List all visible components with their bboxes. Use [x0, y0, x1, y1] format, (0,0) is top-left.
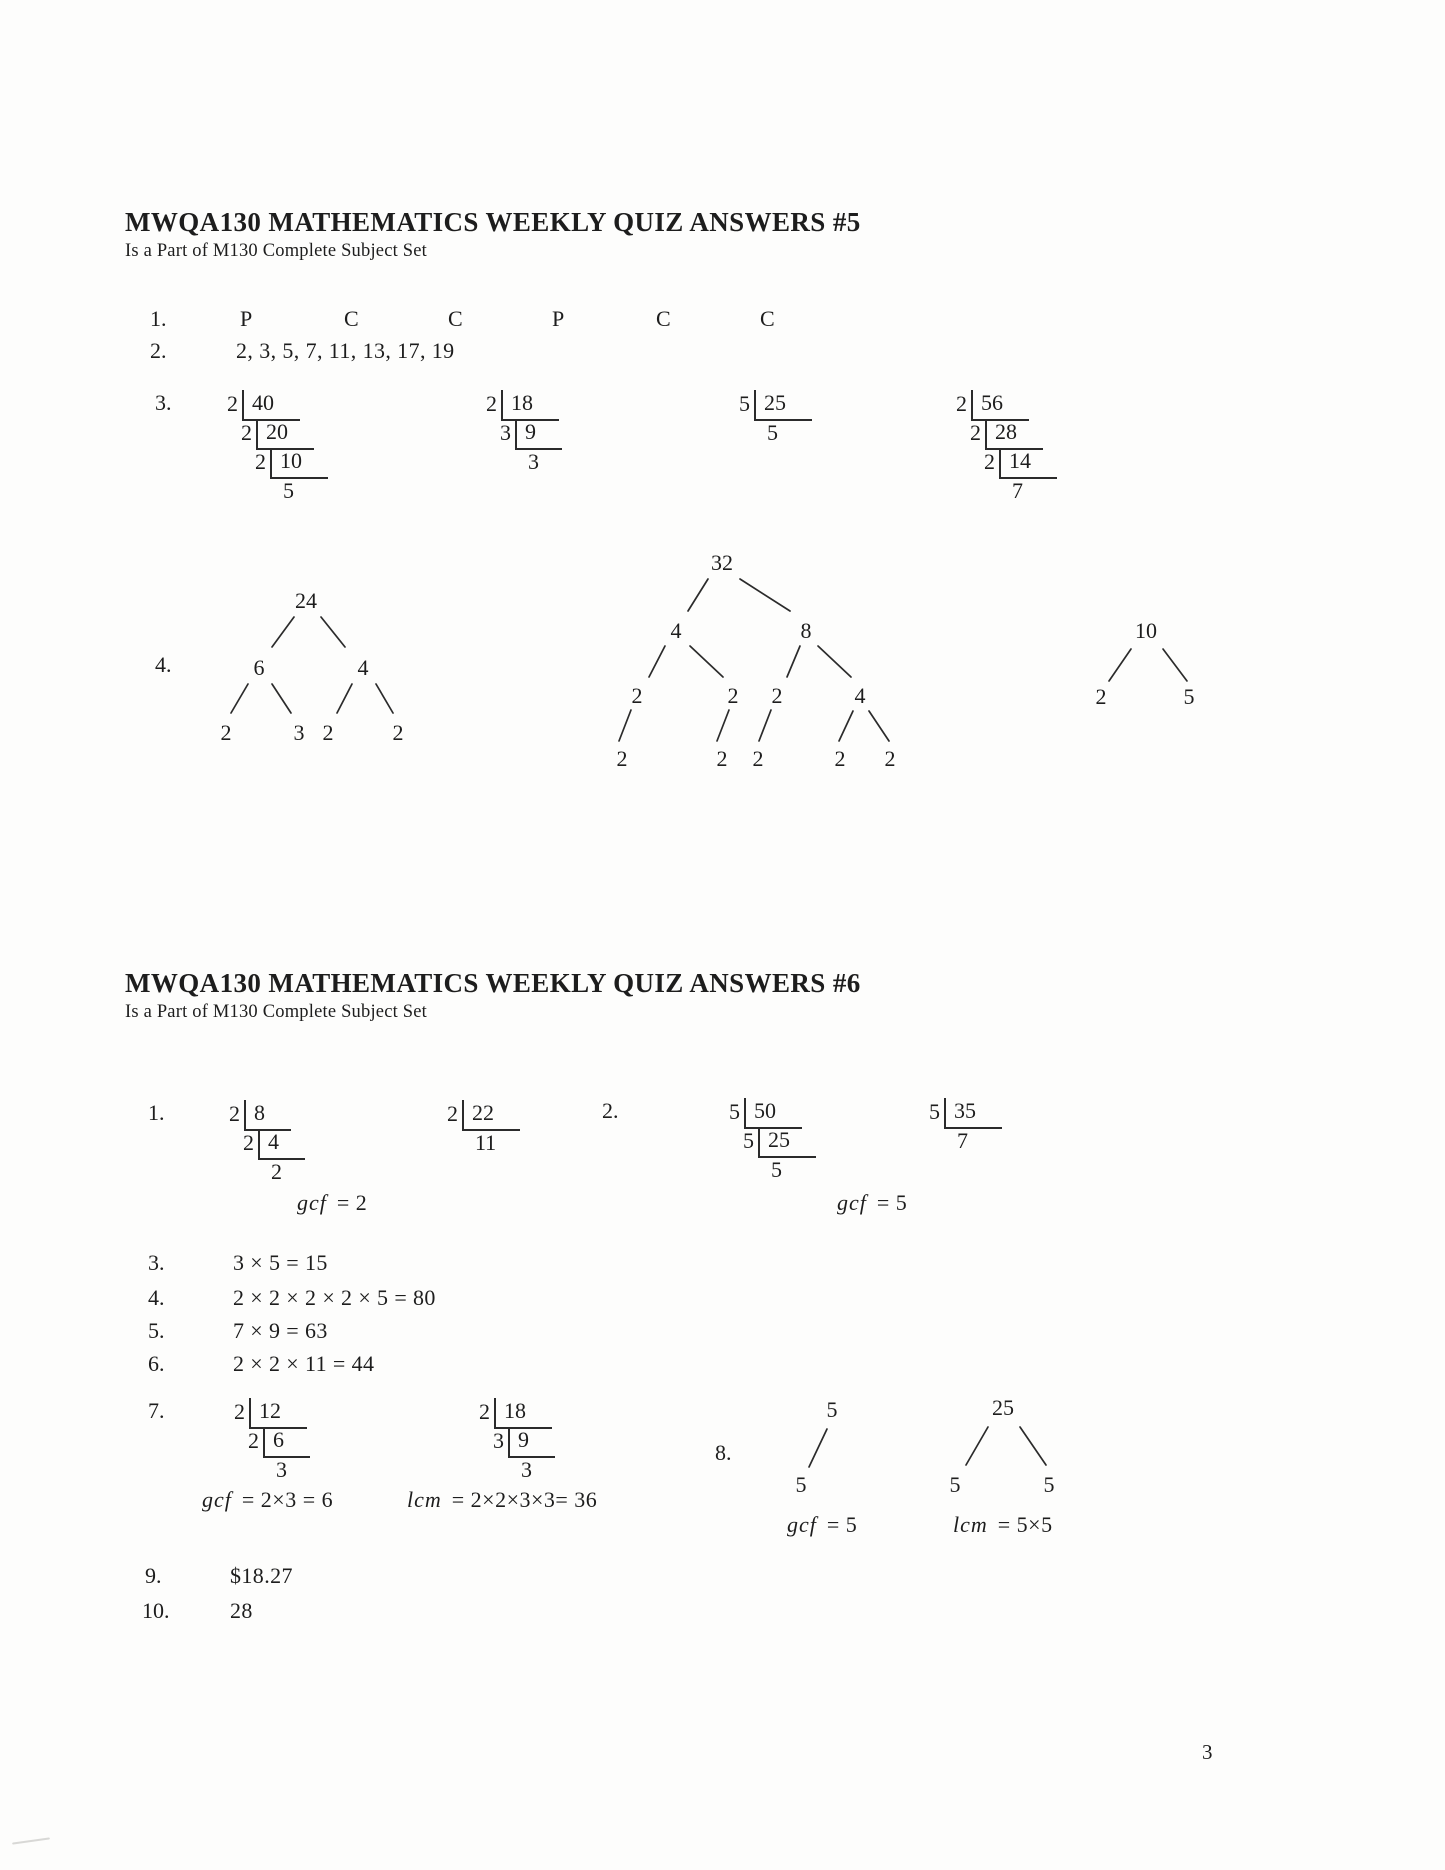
factor-tree-node: 10 [1135, 618, 1157, 643]
factor-tree-node: 2 [884, 746, 896, 771]
factor-tree-node: 2 [392, 720, 404, 745]
factor-tree-node: 5 [826, 1397, 838, 1422]
s6-q10-label: 10. [142, 1598, 170, 1623]
division-ladder-row [239, 419, 314, 450]
ladder-result: 5 [767, 420, 778, 445]
ladder-divisor: 2 [479, 1399, 490, 1424]
lcm-italic: lcm [953, 1512, 988, 1537]
ladder-dividend: 12 [249, 1398, 307, 1429]
section6-title: MWQA130 MATHEMATICS WEEKLY QUIZ ANSWERS #6 [125, 968, 861, 998]
factor-tree-node: 2 [631, 683, 643, 708]
division-ladder-row [246, 1427, 310, 1458]
gcf-italic: gcf [837, 1190, 867, 1215]
ladder-divisor: 2 [234, 1399, 245, 1424]
division-ladder-row [477, 1398, 552, 1429]
scan-artifact-mark [12, 1837, 50, 1844]
ladder-dividend: 40 [242, 390, 300, 421]
division-ladder-row [927, 1098, 1002, 1129]
ladder-dividend: 56 [971, 390, 1029, 421]
s5-q4-label: 4. [155, 652, 172, 677]
s6-q2-gcf-note [837, 1190, 907, 1216]
division-ladder-row [232, 1398, 307, 1429]
division-ladder-row [982, 448, 1057, 479]
division-ladder-row [445, 1100, 520, 1131]
division-ladder-row [227, 1100, 291, 1131]
ladder-divisor: 2 [486, 391, 497, 416]
ladder-result: 7 [957, 1128, 968, 1153]
factor-tree-node: 5 [795, 1472, 807, 1497]
s5-q1-answer: P [240, 306, 253, 331]
factor-tree-node: 2 [752, 746, 764, 771]
lcm-value: = 2×2×3×3= 36 [451, 1487, 598, 1512]
ladder-divisor: 2 [248, 1428, 259, 1453]
ladder-dividend: 25 [754, 390, 812, 421]
s6-q1-gcf-note [297, 1190, 367, 1216]
s6-q5-answer: 7 × 9 = 63 [233, 1318, 328, 1343]
ladder-result: 3 [521, 1457, 532, 1482]
gcf-value: = 5 [826, 1512, 858, 1537]
s5-q3-label: 3. [155, 390, 172, 415]
gcf-value: = 2 [336, 1190, 368, 1215]
ladder-dividend: 4 [258, 1129, 305, 1160]
factor-tree-node: 8 [800, 618, 812, 643]
ladder-result: 5 [283, 478, 294, 503]
s6-q10-answer: 28 [230, 1598, 253, 1623]
factor-tree-node: 32 [711, 550, 733, 575]
ladder-result: 3 [276, 1457, 287, 1482]
s6-q5-label: 5. [148, 1318, 165, 1343]
ladder-divisor: 3 [493, 1428, 504, 1453]
ladder-divisor: 3 [500, 420, 511, 445]
gcf-value: = 5 [876, 1190, 908, 1215]
s6-q4-label: 4. [148, 1285, 165, 1310]
division-ladder-row [727, 1098, 802, 1129]
gcf-italic: gcf [787, 1512, 817, 1537]
division-ladder-row [741, 1127, 816, 1158]
ladder-result: 7 [1012, 478, 1023, 503]
division-ladder-row [498, 419, 562, 450]
ladder-result: 2 [271, 1159, 282, 1184]
factor-tree-node: 2 [220, 720, 232, 745]
ladder-divisor: 2 [229, 1101, 240, 1126]
section6-subtitle: Is a Part of M130 Complete Subject Set [125, 1002, 428, 1022]
factor-tree-node: 2 [716, 746, 728, 771]
factor-tree-node: 5 [949, 1472, 961, 1497]
division-ladder-row [253, 448, 328, 479]
factor-tree-node: 25 [992, 1395, 1014, 1420]
ladder-divisor: 2 [447, 1101, 458, 1126]
gcf-italic: gcf [297, 1190, 327, 1215]
ladder-dividend: 35 [944, 1098, 1002, 1129]
s5-q1-label: 1. [150, 306, 167, 331]
lcm-value: = 5×5 [997, 1512, 1053, 1537]
factor-tree-node: 2 [1095, 684, 1107, 709]
ladder-dividend: 9 [508, 1427, 555, 1458]
ladder-dividend: 9 [515, 419, 562, 450]
ladder-dividend: 22 [462, 1100, 520, 1131]
s6-q7-label: 7. [148, 1398, 165, 1423]
factor-tree-node: 3 [293, 720, 305, 745]
ladder-result: 11 [475, 1130, 497, 1155]
s6-q8-label: 8. [715, 1440, 732, 1465]
factor-tree-node: 5 [1183, 684, 1195, 709]
division-ladder-row [484, 390, 559, 421]
section5-title: MWQA130 MATHEMATICS WEEKLY QUIZ ANSWERS #5 [125, 207, 861, 237]
s6-q3-label: 3. [148, 1250, 165, 1275]
ladder-dividend: 8 [244, 1100, 291, 1131]
ladder-dividend: 28 [985, 419, 1043, 450]
factor-tree-node: 5 [1043, 1472, 1055, 1497]
s5-q1-answer: C [656, 306, 671, 331]
s6-q8-lcm-note [953, 1512, 1053, 1538]
s6-q4-answer: 2 × 2 × 2 × 2 × 5 = 80 [233, 1285, 436, 1310]
s6-q6-answer: 2 × 2 × 11 = 44 [233, 1351, 375, 1376]
s5-q1-answer: C [448, 306, 463, 331]
division-ladder-row [225, 390, 300, 421]
division-ladder-row [954, 390, 1029, 421]
s5-q1-answer: C [760, 306, 775, 331]
ladder-divisor: 2 [956, 391, 967, 416]
ladder-dividend: 50 [744, 1098, 802, 1129]
s6-q7-gcf-note [202, 1487, 333, 1513]
division-ladder-row [491, 1427, 555, 1458]
s6-q8-gcf-note [787, 1512, 857, 1538]
s6-q3-answer: 3 × 5 = 15 [233, 1250, 328, 1275]
page-number: 3 [1202, 1740, 1213, 1764]
factor-tree-node: 4 [670, 618, 682, 643]
s5-q2-answer: 2, 3, 5, 7, 11, 13, 17, 19 [236, 338, 455, 363]
factor-tree-node: 2 [834, 746, 846, 771]
s6-q6-label: 6. [148, 1351, 165, 1376]
ladder-divisor: 2 [970, 420, 981, 445]
lcm-italic: lcm [407, 1487, 442, 1512]
ladder-divisor: 2 [255, 449, 266, 474]
factor-tree-node: 4 [357, 655, 369, 680]
gcf-value: = 2×3 = 6 [241, 1487, 334, 1512]
division-ladder-row [241, 1129, 305, 1160]
ladder-divisor: 5 [929, 1099, 940, 1124]
ladder-result: 3 [528, 449, 539, 474]
division-ladder-row [737, 390, 812, 421]
s5-q1-answer: P [552, 306, 565, 331]
s6-q7-lcm-note [407, 1487, 597, 1513]
factor-tree-node: 4 [854, 683, 866, 708]
s6-q2-label: 2. [602, 1098, 619, 1123]
ladder-dividend: 6 [263, 1427, 310, 1458]
s6-q1-label: 1. [148, 1100, 165, 1125]
ladder-divisor: 5 [729, 1099, 740, 1124]
ladder-dividend: 18 [494, 1398, 552, 1429]
ladder-result: 5 [771, 1157, 782, 1182]
ladder-divisor: 2 [984, 449, 995, 474]
ladder-dividend: 25 [758, 1127, 816, 1158]
s6-q9-label: 9. [145, 1563, 162, 1588]
factor-tree-node: 2 [322, 720, 334, 745]
ladder-dividend: 14 [999, 448, 1057, 479]
ladder-dividend: 10 [270, 448, 328, 479]
factor-tree-node: 2 [616, 746, 628, 771]
ladder-dividend: 18 [501, 390, 559, 421]
factor-tree-node: 2 [727, 683, 739, 708]
ladder-divisor: 2 [241, 420, 252, 445]
s6-q9-answer: $18.27 [230, 1563, 293, 1588]
section5-subtitle: Is a Part of M130 Complete Subject Set [125, 241, 428, 261]
ladder-dividend: 20 [256, 419, 314, 450]
ladder-divisor: 5 [743, 1128, 754, 1153]
ladder-divisor: 2 [227, 391, 238, 416]
ladder-divisor: 5 [739, 391, 750, 416]
division-ladder-row [968, 419, 1043, 450]
factor-tree-node: 2 [771, 683, 783, 708]
factor-tree-node: 6 [253, 655, 265, 680]
s5-q1-answer: C [344, 306, 359, 331]
factor-tree-node: 24 [295, 588, 317, 613]
ladder-divisor: 2 [243, 1130, 254, 1155]
s5-q2-label: 2. [150, 338, 167, 363]
gcf-italic: gcf [202, 1487, 232, 1512]
